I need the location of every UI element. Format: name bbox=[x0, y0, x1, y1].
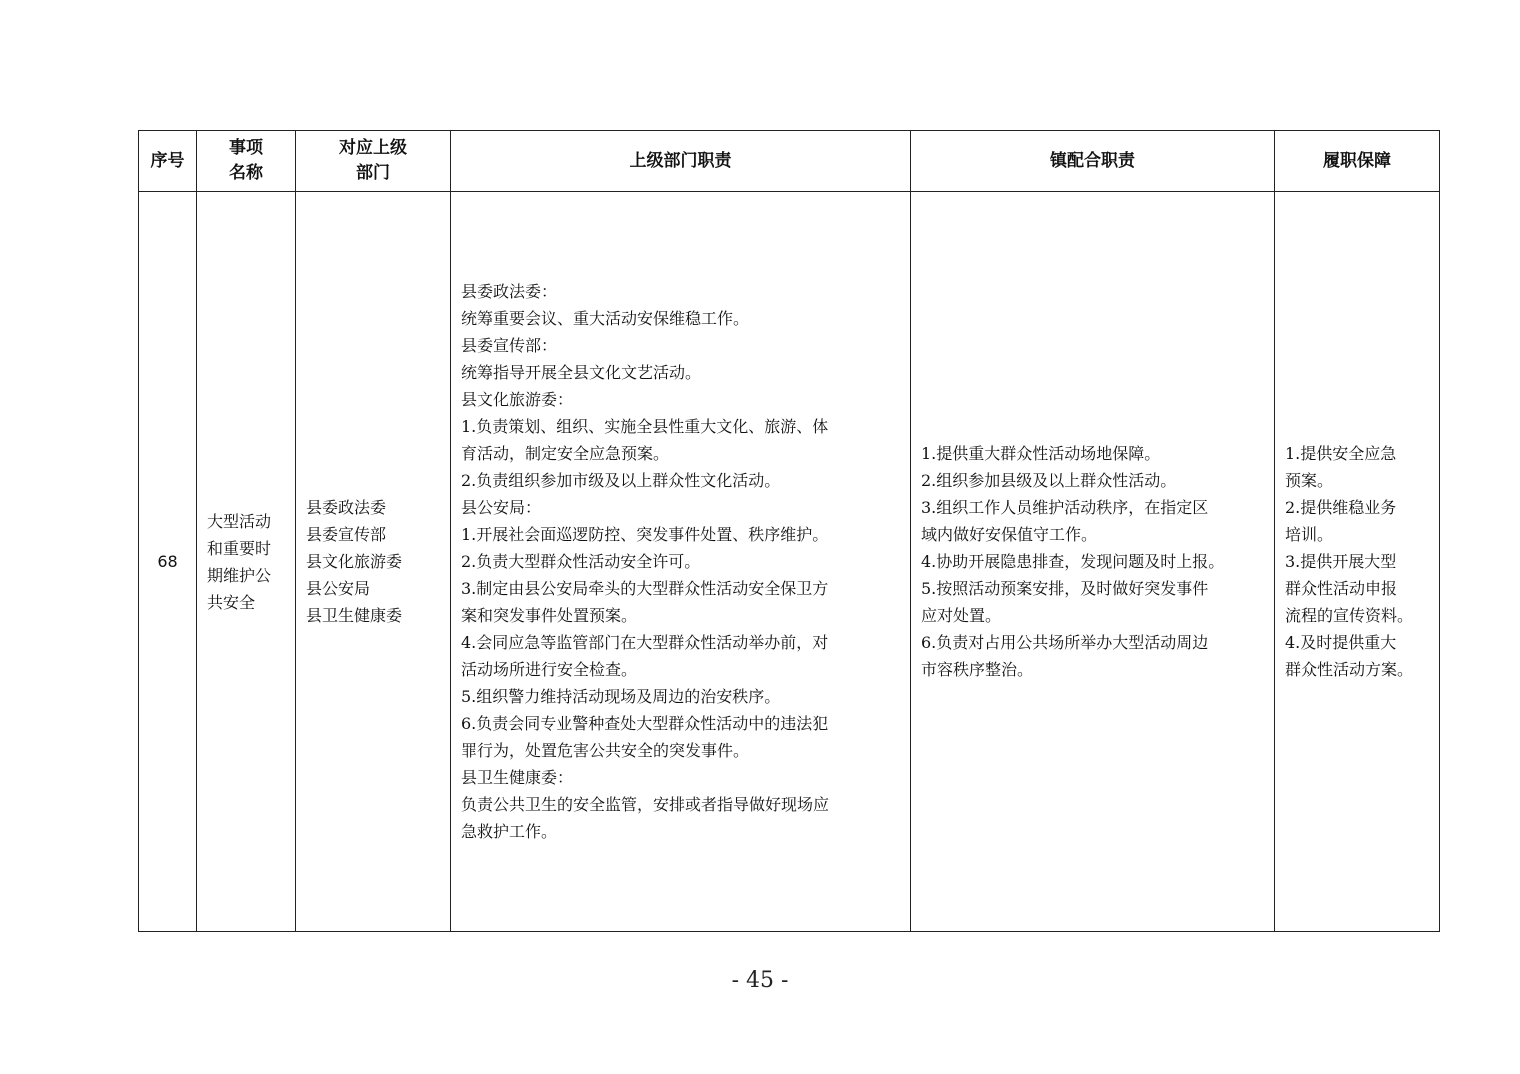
guarantee-line: 1.提供安全应急 bbox=[1285, 444, 1397, 463]
town-duty-line: 市容秩序整治。 bbox=[921, 660, 1034, 679]
superior-duty-line: 育活动，制定安全应急预案。 bbox=[461, 444, 670, 463]
cell-town-duties bbox=[911, 192, 1275, 932]
department-line: 县委政法委 bbox=[306, 498, 387, 517]
cell-departments bbox=[296, 192, 451, 932]
superior-duty-line: 3.制定由县公安局牵头的大型群众性活动安全保卫方 bbox=[461, 579, 829, 598]
department-line: 县公安局 bbox=[306, 579, 371, 598]
cell-guarantees bbox=[1275, 192, 1440, 932]
town-duty-line: 5.按照活动预案安排，及时做好突发事件 bbox=[921, 579, 1209, 598]
superior-duty-line: 案和突发事件处置预案。 bbox=[461, 606, 638, 625]
guarantee-line: 4.及时提供重大 bbox=[1285, 633, 1397, 652]
superior-duty-line: 统筹重要会议、重大活动安保维稳工作。 bbox=[461, 309, 750, 328]
guarantee-line: 2.提供维稳业务 bbox=[1285, 498, 1397, 517]
cell-item-name bbox=[197, 192, 296, 932]
superior-duty-line: 县文化旅游委： bbox=[461, 390, 574, 409]
superior-duty-line: 1.开展社会面巡逻防控、突发事件处置、秩序维护。 bbox=[461, 525, 829, 544]
guarantee-line: 群众性活动申报 bbox=[1285, 579, 1398, 598]
superior-duty-line: 4.会同应急等监管部门在大型群众性活动举办前，对 bbox=[461, 633, 829, 652]
town-duty-line: 4.协助开展隐患排查，发现问题及时上报。 bbox=[921, 552, 1225, 571]
superior-duty-line: 县卫生健康委： bbox=[461, 768, 574, 787]
superior-duty-line: 统筹指导开展全县文化文艺活动。 bbox=[461, 363, 702, 382]
table-row bbox=[139, 192, 1440, 932]
guarantee-line: 3.提供开展大型 bbox=[1285, 552, 1397, 571]
superior-duty-line: 2.负责组织参加市级及以上群众性文化活动。 bbox=[461, 471, 781, 490]
department-line: 县文化旅游委 bbox=[306, 552, 403, 571]
guarantee-line: 预案。 bbox=[1285, 471, 1334, 490]
item-name-line: 共安全 bbox=[207, 592, 256, 612]
superior-duty-line: 县委宣传部： bbox=[461, 336, 558, 355]
town-duty-line: 6.负责对占用公共场所举办大型活动周边 bbox=[921, 633, 1209, 652]
guarantee-line: 培训。 bbox=[1285, 525, 1334, 544]
superior-duty-line: 县公安局： bbox=[461, 498, 542, 517]
superior-duty-line: 罪行为，处置危害公共安全的突发事件。 bbox=[461, 741, 750, 760]
cell-superior-duties bbox=[451, 192, 911, 932]
town-duty-line: 2.组织参加县级及以上群众性活动。 bbox=[921, 471, 1177, 490]
cell-seq: 68 bbox=[139, 192, 197, 932]
superior-duty-line: 活动场所进行安全检查。 bbox=[461, 660, 638, 679]
superior-duty-line: 2.负责大型群众性活动安全许可。 bbox=[461, 552, 701, 571]
header-guarantees: 履职保障 bbox=[1275, 131, 1440, 192]
superior-duty-line: 5.组织警力维持活动现场及周边的治安秩序。 bbox=[461, 687, 781, 706]
header-town-duties: 镇配合职责 bbox=[911, 131, 1275, 192]
department-line: 县卫生健康委 bbox=[306, 606, 403, 625]
town-duty-line: 域内做好安保值守工作。 bbox=[921, 525, 1098, 544]
item-name-line: 大型活动 bbox=[207, 511, 272, 531]
guarantee-line: 流程的宣传资料。 bbox=[1285, 606, 1414, 625]
header-departments: 对应上级 部门 bbox=[296, 131, 451, 192]
header-seq: 序号 bbox=[139, 131, 197, 192]
superior-duty-line: 1.负责策划、组织、实施全县性重大文化、旅游、体 bbox=[461, 417, 829, 436]
guarantee-line: 群众性活动方案。 bbox=[1285, 660, 1414, 679]
town-duty-line: 1.提供重大群众性活动场地保障。 bbox=[921, 444, 1161, 463]
header-item-name: 事项 名称 bbox=[197, 131, 296, 192]
item-name-line: 期维护公 bbox=[207, 565, 272, 585]
item-name-line: 和重要时 bbox=[207, 538, 272, 558]
duty-table bbox=[138, 130, 1440, 932]
header-superior-duties: 上级部门职责 bbox=[451, 131, 911, 192]
town-duty-line: 3.组织工作人员维护活动秩序，在指定区 bbox=[921, 498, 1209, 517]
superior-duty-line: 6.负责会同专业警种查处大型群众性活动中的违法犯 bbox=[461, 714, 829, 733]
town-duty-line: 应对处置。 bbox=[921, 606, 1002, 625]
page-number: - 45 - bbox=[731, 968, 789, 993]
superior-duty-line: 负责公共卫生的安全监管，安排或者指导做好现场应 bbox=[461, 795, 830, 814]
header-row bbox=[139, 131, 1440, 192]
superior-duty-line: 县委政法委： bbox=[461, 282, 558, 301]
superior-duty-line: 急救护工作。 bbox=[461, 822, 558, 841]
department-line: 县委宣传部 bbox=[306, 525, 387, 544]
